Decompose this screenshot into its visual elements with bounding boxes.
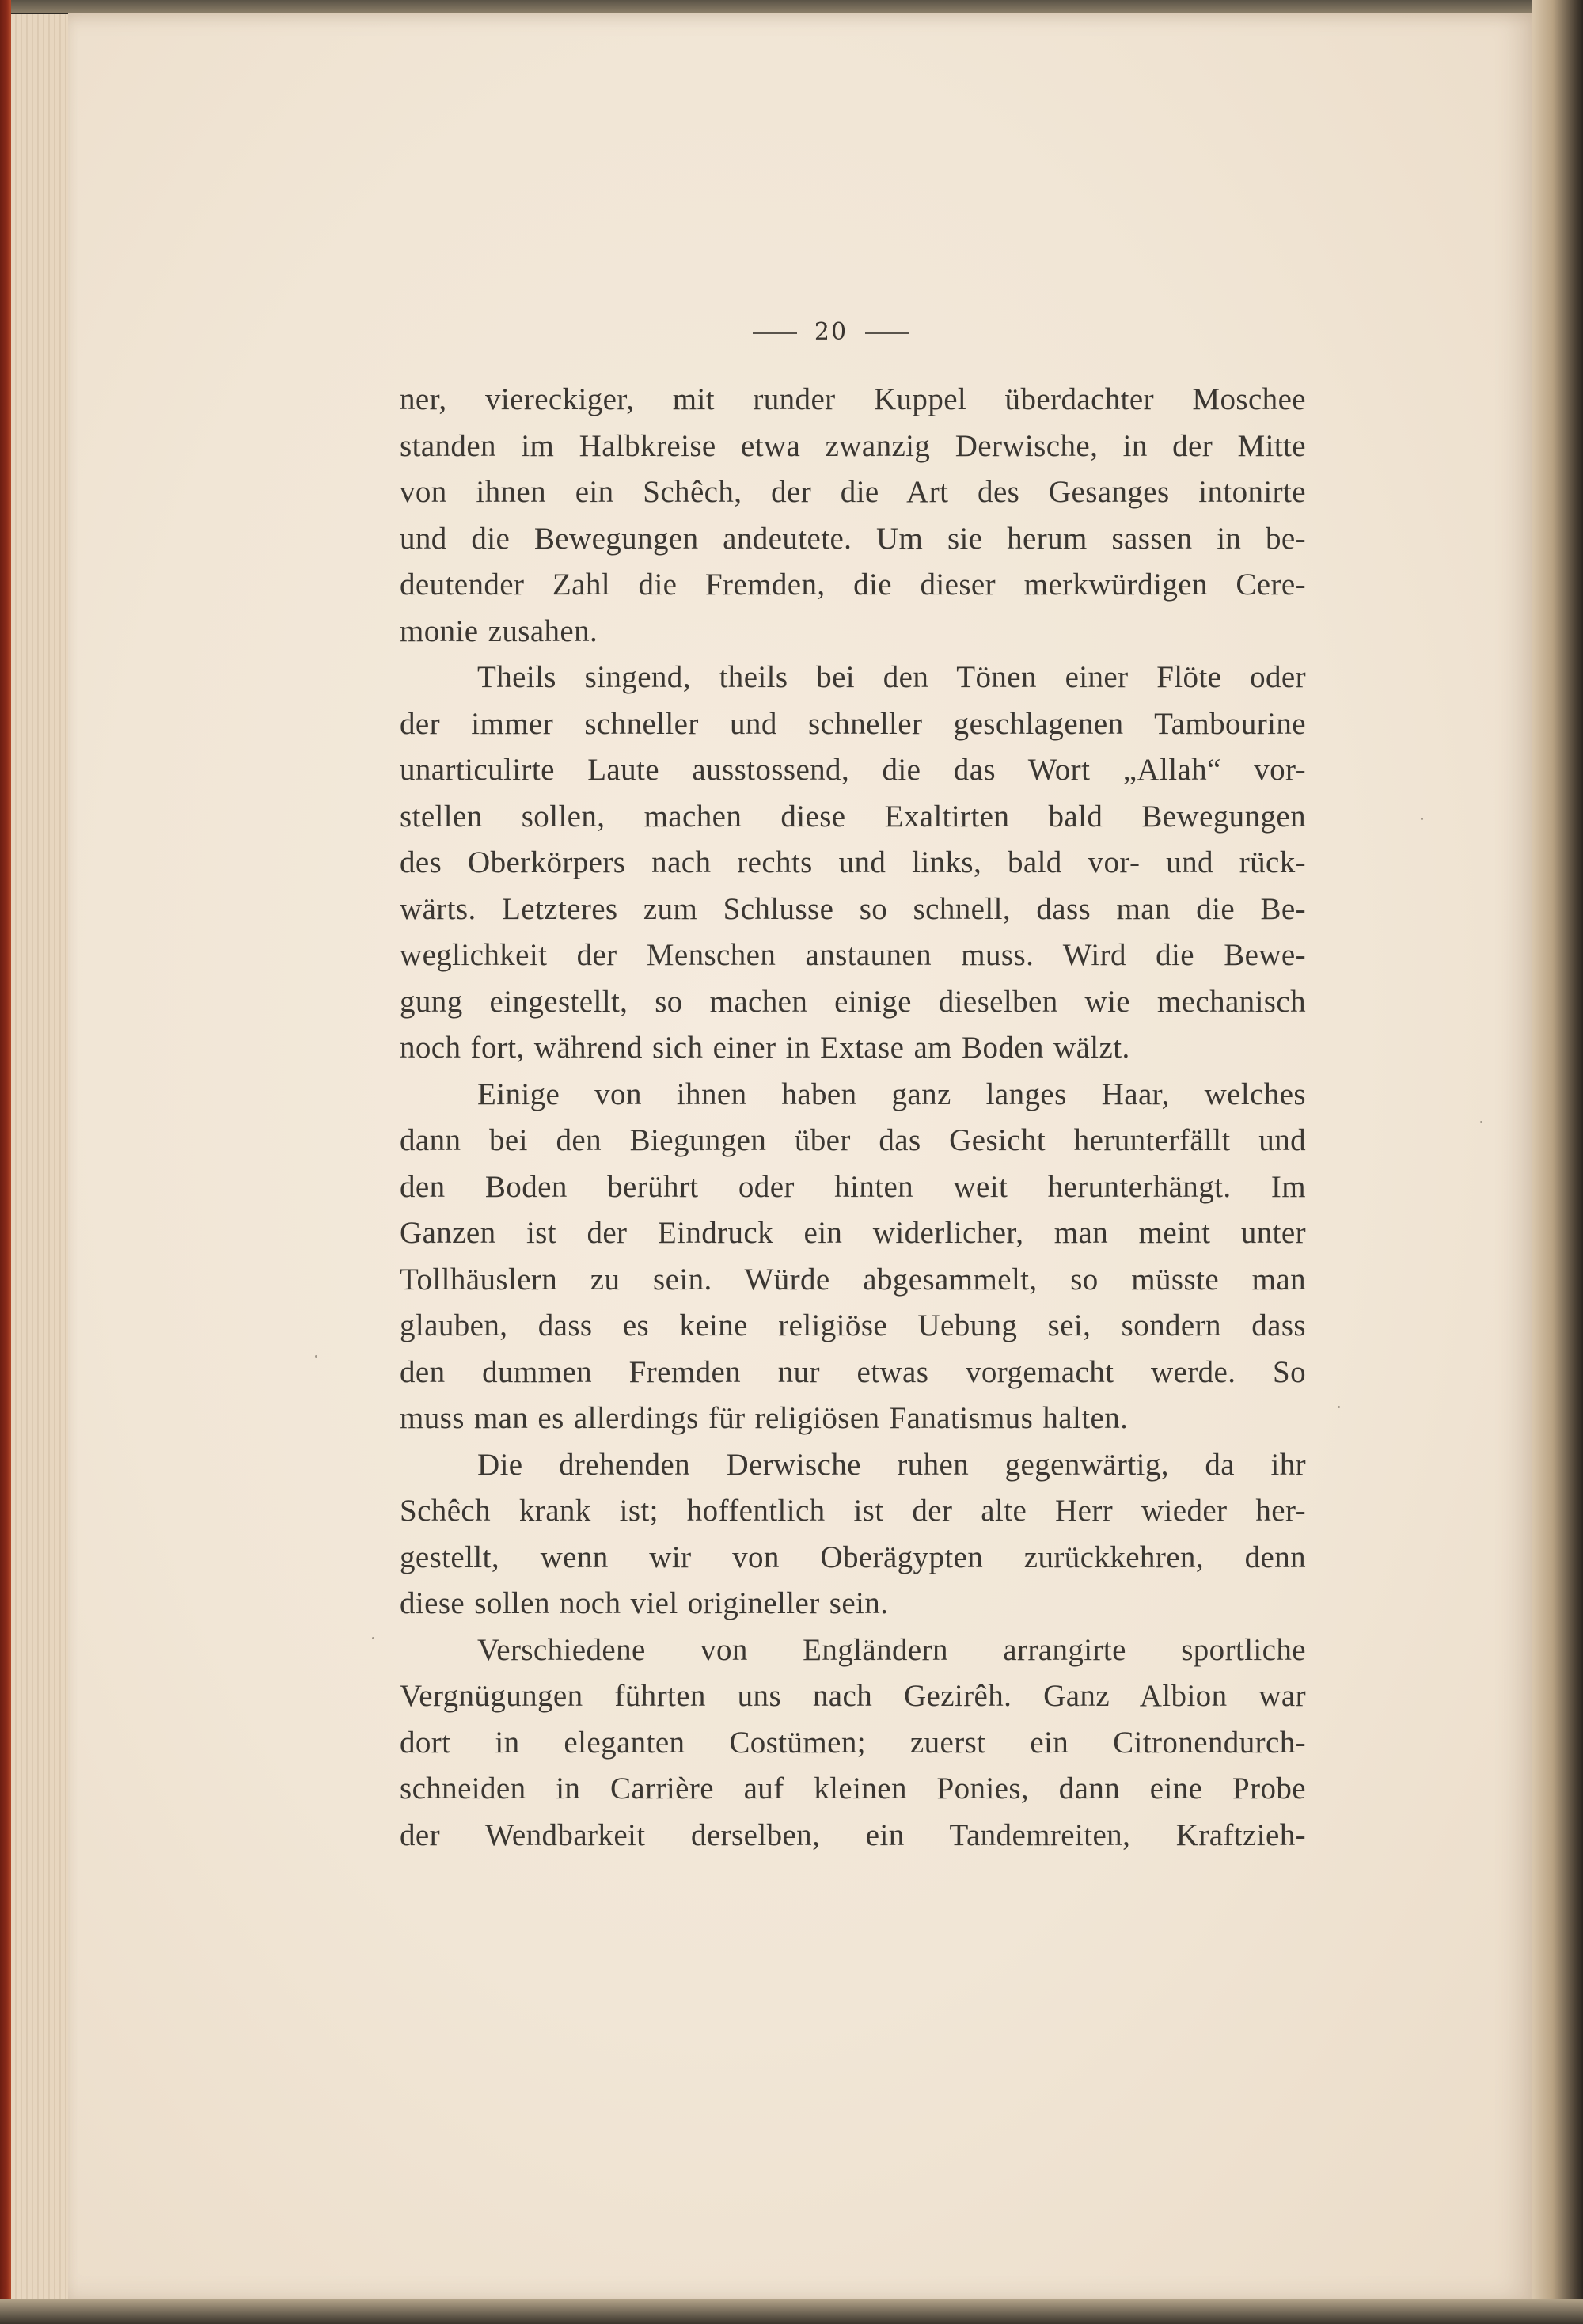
book-cover-edge [0,0,11,2324]
page-number-text: 20 [814,318,848,346]
text-line: Tollhäuslern zu sein. Würde abgesammelt, so müsste man [400,1262,1306,1297]
text-line: Die drehenden Derwische ruhen gegenwärtig, da ihr [477,1447,1306,1482]
text-line: Einige von ihnen haben ganz langes Haar, welches [477,1077,1306,1111]
text-line: schneiden in Carrière auf kleinen Ponies, dann eine Probe [400,1771,1306,1806]
text-line: von ihnen ein Schêch, der die Art des Gesanges intonirte [400,475,1306,509]
paper-speck [1338,1406,1340,1408]
text-line: der Wendbarkeit derselben, ein Tandemreiten, Kraftzieh- [400,1817,1306,1852]
page-number-dash-left [753,332,797,334]
text-line: gestellt, wenn wir von Oberägypten zurückkehren, denn [400,1540,1306,1574]
text-line: monie zusahen. [400,613,598,648]
text-line: wärts. Letzteres zum Schlusse so schnell, dass man die Be- [400,891,1306,926]
text-line: standen im Halbkreise etwa zwanzig Derwische, in der Mitte [400,428,1306,463]
text-line: stellen sollen, machen diese Exaltirten bald Bewegungen [400,799,1306,834]
text-line: Ganzen ist der Eindruck ein widerlicher, man meint unter [400,1216,1306,1250]
text-line: unarticulirte Laute ausstossend, die das Wort „Allah“ vor- [400,753,1306,787]
text-line: diese sollen noch viel origineller sein. [400,1586,889,1620]
page-number-dash-right [865,332,909,334]
text-line: und die Bewegungen andeutete. Um sie herum sassen in be- [400,521,1306,556]
paper-speck [315,1355,317,1358]
text-line: ner, viereckiger, mit runder Kuppel überdachter Moschee [400,382,1306,416]
text-line: Vergnügungen führten uns nach Gezirêh. Ganz Albion war [400,1679,1306,1713]
text-line: Theils singend, theils bei den Tönen einer Flöte oder [477,660,1306,694]
paper-speck [1421,818,1423,820]
text-line: des Oberkörpers nach rechts und links, bald vor- und rück- [400,845,1306,879]
text-line: Schêch krank ist; hoffentlich ist der alte Herr wieder her- [400,1494,1306,1528]
text-line: gung eingestellt, so machen einige dieselben wie mechanisch [400,984,1306,1019]
text-line: dort in eleganten Costümen; zuerst ein Citronendurch- [400,1725,1306,1760]
text-line: dann bei den Biegungen über das Gesicht herunterfällt und [400,1123,1306,1157]
text-line: muss man es allerdings für religiösen Fanatismus halten. [400,1401,1129,1435]
scan-top-edge [0,0,1583,13]
body-text [400,377,1306,1859]
text-line: noch fort, während sich einer in Extase am Boden wälzt. [400,1031,1130,1065]
text-line: den Boden berührt oder hinten weit herunterhängt. Im [400,1169,1306,1204]
text-line: weglichkeit der Menschen anstaunen muss. Wird die Bewe- [400,938,1306,972]
text-line: deutender Zahl die Fremden, die dieser merkwürdigen Cere- [400,568,1306,602]
text-line: der immer schneller und schneller geschlagenen Tambourine [400,706,1306,741]
paper-speck [372,1637,374,1639]
page-number [712,318,950,346]
text-line: glauben, dass es keine religiöse Uebung sei, sondern dass [400,1308,1306,1342]
text-line: den dummen Fremden nur etwas vorgemacht werde. So [400,1354,1306,1389]
book-gutter [1532,0,1583,2324]
text-line: Verschiedene von Engländern arrangirte sportliche [477,1632,1306,1667]
page-stack-edges [11,14,75,2302]
scan-bottom-edge [0,2299,1583,2324]
paper-speck [1480,1121,1482,1123]
